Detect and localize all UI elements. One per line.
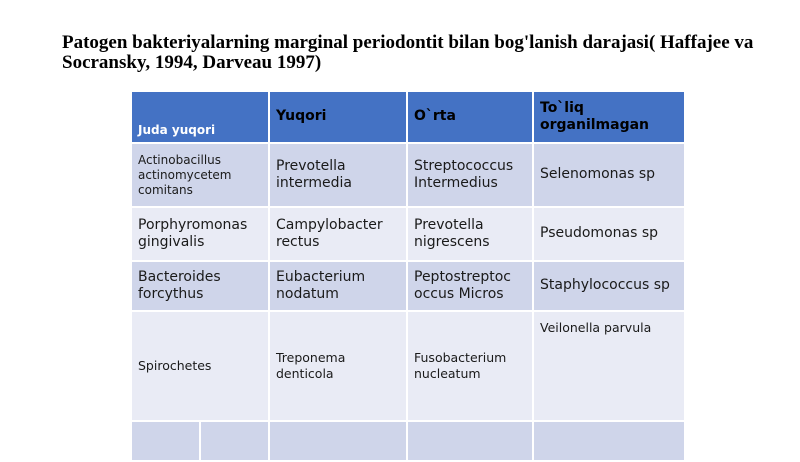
- table-cell: Treponema denticola: [269, 311, 407, 421]
- header-cell-toliq-organilmagan: To`liq organilmagan: [533, 91, 685, 143]
- table-cell: Bacteroides forcythus: [131, 261, 269, 311]
- table-cell: Actinobacillus actinomycetem comitans: [131, 143, 269, 207]
- header-row: [131, 91, 685, 143]
- header-cell-juda-yuqori: Juda yuqori: [131, 91, 269, 143]
- table-cell: Porphyromonas gingivalis: [131, 207, 269, 261]
- table-cell: Pseudomonas sp: [533, 207, 685, 261]
- table-cell: Veilonella parvula: [533, 311, 685, 421]
- table-cell: [269, 421, 407, 461]
- table-cell: Staphylococcus sp: [533, 261, 685, 311]
- table-cell: Campylobacter rectus: [269, 207, 407, 261]
- table-cell-split: [131, 421, 269, 461]
- table-row: [131, 311, 685, 421]
- table-cell: Fusobacterium nucleatum: [407, 311, 533, 421]
- table-cell: Prevotella nigrescens: [407, 207, 533, 261]
- table-row: [131, 261, 685, 311]
- header-cell-orta: O`rta: [407, 91, 533, 143]
- table-cell: Spirochetes: [131, 311, 269, 421]
- table-cell: [533, 421, 685, 461]
- table-cell: Streptococcus Intermedius: [407, 143, 533, 207]
- bacteria-table: [130, 90, 684, 436]
- table-cell: Selenomonas sp: [533, 143, 685, 207]
- table-cell: Prevotella intermedia: [269, 143, 407, 207]
- slide-title: Patogen bakteriyalarning marginal periodontit bilan bog'lanish darajasi( Haffajee va Socransky, 1994, Darveau 1997): [62, 32, 754, 73]
- table-row: [131, 143, 685, 207]
- header-cell-yuqori: Yuqori: [269, 91, 407, 143]
- table-row-empty: [131, 421, 685, 461]
- table-cell: Peptostreptoc occus Micros: [407, 261, 533, 311]
- table-cell: Eubacterium nodatum: [269, 261, 407, 311]
- table-row: [131, 207, 685, 261]
- table-cell: [407, 421, 533, 461]
